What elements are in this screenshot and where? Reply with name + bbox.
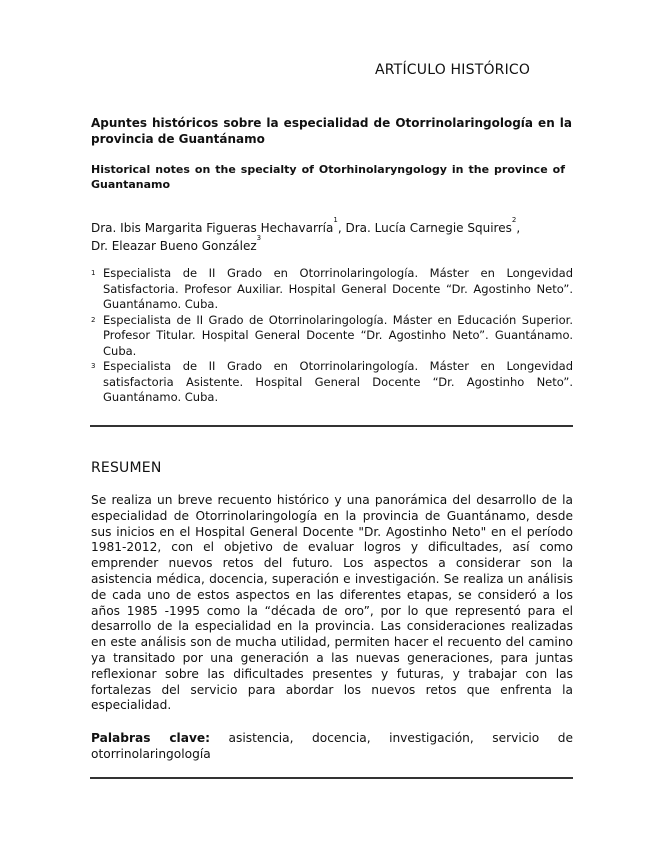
affiliation-item — [91, 359, 573, 406]
affiliation-text: Especialista de II Grado en Otorrinolaringología. Máster en Longevidad Satisfactoria. Profesor Auxiliar. Hospital General Docente “Dr. Agostinho Neto”. Guantánamo. Cuba. — [103, 266, 573, 311]
author-separator: , — [516, 221, 521, 235]
article-title-spanish: Apuntes históricos sobre la especialidad de Otorrinolaringología en la provincia de Guantánamo — [91, 116, 572, 146]
author-affiliation-marker: 2 — [511, 216, 517, 224]
keywords-label: Palabras clave — [91, 731, 206, 745]
keywords-colon: : — [205, 731, 211, 745]
article-type-label: ARTÍCULO HISTÓRICO — [375, 62, 531, 78]
author-list — [91, 216, 573, 255]
affiliation-list — [91, 266, 573, 406]
author-name: Dr. Eleazar Bueno González — [91, 239, 257, 253]
author-name: Dra. Lucía Carnegie Squires — [345, 221, 512, 235]
author-affiliation-marker: 3 — [256, 234, 262, 242]
author-affiliation-marker: 1 — [333, 216, 338, 224]
affiliation-text: Especialista de II Grado en Otorrinolaringología. Máster en Longevidad satisfactoria Asistente. Hospital General Docente “Dr. Agostinho Neto”. Guantánamo. Cuba. — [103, 359, 573, 404]
author-separator: , — [337, 221, 346, 235]
section-divider — [90, 777, 573, 779]
section-divider — [90, 425, 573, 427]
affiliation-number: 2 — [91, 315, 96, 324]
keywords-list: asistencia, docencia, investigación, servicio de otorrinolaringología — [91, 731, 573, 761]
article-title-english: Historical notes on the specialty of Otorhinolaryngology in the province of Guantanamo — [91, 163, 565, 191]
affiliation-item — [91, 313, 573, 360]
affiliation-text: Especialista de II Grado de Otorrinolaringología. Máster en Educación Superior. Profesor Titular. Hospital General Docente “Dr. Agostinho Neto”. Guantánamo. Cuba. — [103, 312, 573, 358]
affiliation-item — [91, 266, 573, 313]
affiliation-number: 1 — [91, 269, 96, 277]
abstract-heading: RESUMEN — [91, 460, 162, 476]
abstract-body: Se realiza un breve recuento histórico y una panorámica del desarrollo de la especialidad de Otorrinolaringología en la provincia de Guantánamo, desde sus inicios en el Hospital General Docente "Dr. Agostinho Neto" en el período 1981-2012, con el objetivo de evaluar logros y dificultades, así como emprender nuevos retos del futuro. Los aspectos a considerar son la asistencia médica, docencia, superación e investigación. Se realiza un análisis de cada uno de estos aspectos en las diferentes etapas, se consideró a los años 1985 -1995 como la “década de oro”, por lo que representó para el desarrollo de la especialidad en la provincia. Las consideraciones realizadas en este análisis son de mucha utilidad, permiten hacer el recuento del camino ya transitado por una generación a las nuevas generaciones, para juntas reflexionar sobre las dificultades presentes y futuras, y trabajar con las fortalezas del servicio para abordar los nuevos retos que enfrenta la especialidad. — [91, 493, 573, 713]
keywords-paragraph — [91, 730, 573, 762]
affiliation-number: 3 — [91, 362, 96, 370]
author-name: Dra. Ibis Margarita Figueras Hechavarría — [91, 221, 334, 235]
